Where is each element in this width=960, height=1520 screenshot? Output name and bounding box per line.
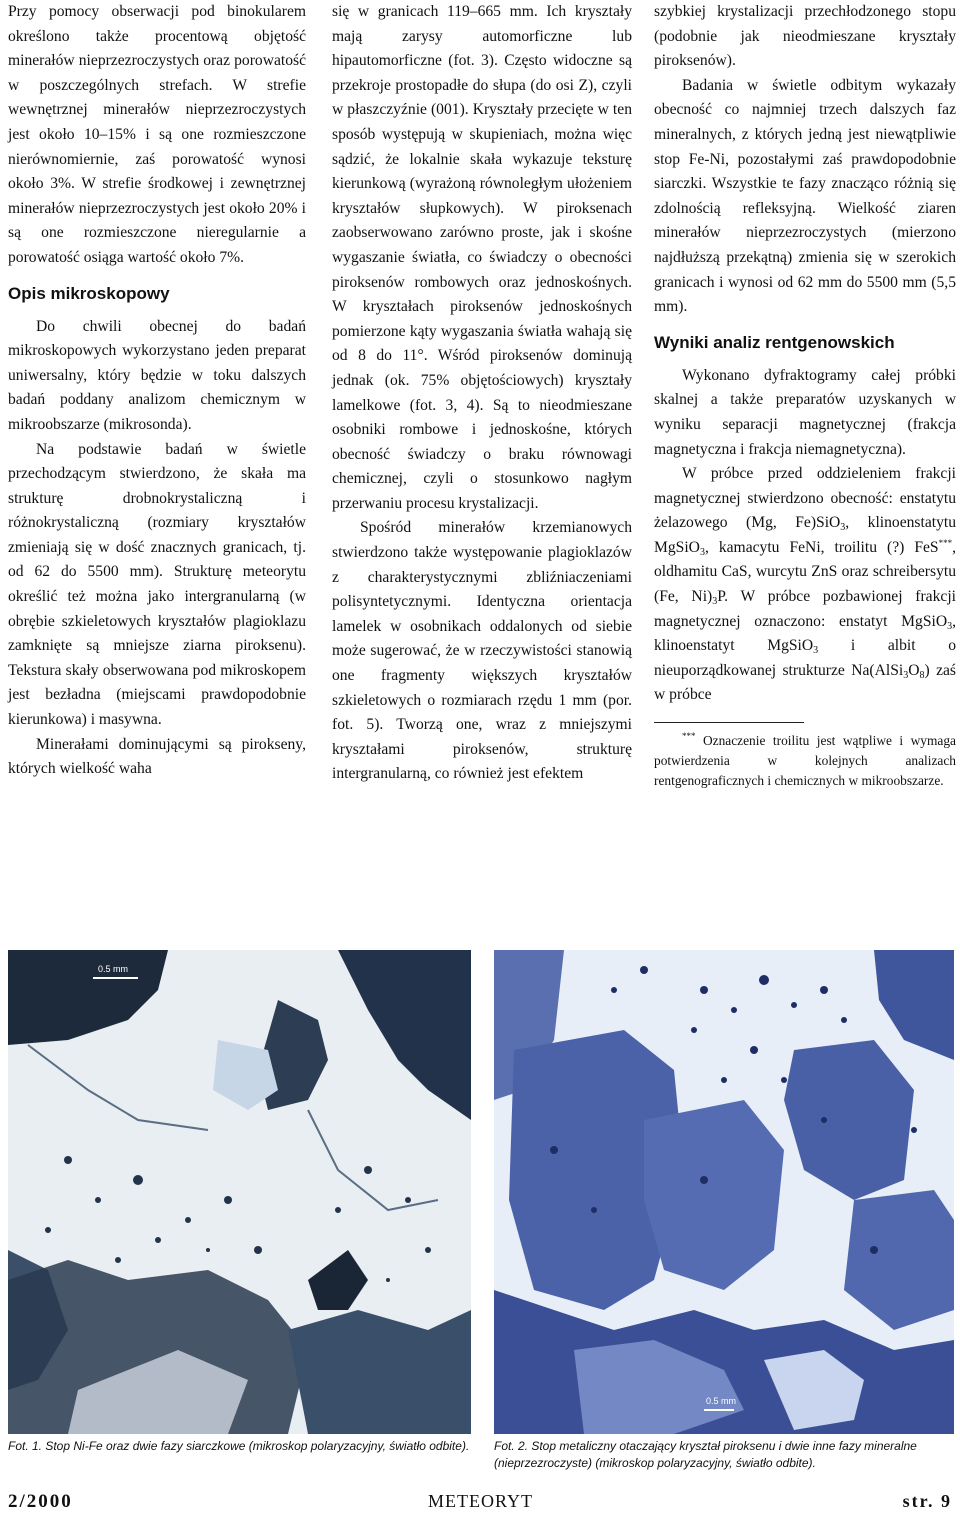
page-footer (8, 1491, 952, 1517)
column-3 (654, 0, 956, 791)
paragraph-with-formulas: W próbce przed oddzieleniem frakcji magnetycznej stwierdzono obecność: enstatytu żelazowego (Mg, Fe)SiO$_3$, klinoenstatytu MgSiO$_3$, kamacytu FeNi, troilitu (?) FeS***, oldhamitu CaS, wurcytu ZnS oraz schreibersytu (Fe, $Ni)_3P$. W próbce pozbawionej frakcji magnetycznej oznaczono: enstatyt MgSiO$_3$, klinoenstatyt MgSiO$_3$ i albit o nieuporządkowanej strukturze $Na(AlSi_3O_8)$ zaś w próbce (654, 465, 956, 704)
paragraph: się w granicach 119–665 mm. Ich kryształy mają zarysy automorficzne lub hipautomorficzne (fot. 3). Często widoczne są przekroje prostopadłe do słupa (do osi Z), czyli w płaszczyźnie (001). Kryształy przecięte w ten sposób występują w skupieniach, można więc sądzić, że lokalnie skała wykazuje teksturę kierunkową (wyrażoną równoległym ułożeniem kryształów słupkowych). W piroksenach zaobserwowano zarówno proste, jak i skośne wygaszanie światła, co świadczy o obecności piroksenów rombowych oraz jednoskośnych. W kryształach piroksenów jednoskośnych pomierzone kąty wygaszania światła wahają się od 8 do 11°. Wśród piroksenów dominują jednak (ok. 75% objętościowych) kryształy lamelkowe (fot. 3, 4). Są to nieodmieszane osobniki rombowe i jednoskośne, których obecność świadczy o braku równowagi chemicznej, czyli o stosunkowo nagłym przerwaniu procesu krystalizacji. (332, 3, 632, 512)
paragraph: Wykonano dyfraktogramy całej próbki skalnej a także preparatów uzyskanych w wyniku separacji magnetycznej (frakcja magnetyczna i frakcja niemagnetyczna). (654, 366, 956, 458)
photo-2-caption: Fot. 2. Stop metaliczny otaczający kryształ piroksenu i dwie inne fazy mineralne (nieprzezroczyste) (mikroskop polaryzacyjny, światło odbite). (494, 1439, 917, 1470)
paragraph: Do chwili obecnej do badań mikroskopowych wykorzystano jeden preparat uniwersalny, który będzie w toku dalszych badań poddany analizom chemicznym w mikroobszarze (mikrosonda). (8, 317, 306, 433)
page-number: str. 9 (902, 1491, 952, 1511)
micrograph-image (494, 950, 954, 1434)
column-2 (332, 0, 632, 787)
scale-bar-label: 0.5 mm (98, 964, 129, 974)
scale-bar-label: 0.5 mm (706, 1396, 737, 1406)
paragraph: Przy pomocy obserwacji pod binokularem określono także procentową objętość minerałów nieprzezroczystych oraz porowatość w poszczególnych strefach. W strefie wewnętrznej minerałów nieprzezroczystych jest około 10–15% i są one rozmieszczone nierównomiernie, zaś porowatość wynosi około 3%. W strefie środkowej i zewnętrznej minerałów nieprzezroczystych jest około 20% i są one rozmieszczone nieregularnie a porowatość osiąga wartość około 7%. (8, 3, 306, 266)
footnote: *** Oznaczenie troilitu jest wątpliwe i wymaga potwierdzenia w kolejnych analizach rentgenograficznych i chemicznych w mikroobszarze. (654, 731, 956, 789)
paragraph: Badania w świetle odbitym wykazały obecność co najmniej trzech dalszych faz mineralnych, z których jedną jest niewątpliwie stop Fe-Ni, pozostałymi zaś prawdopodobnie siarczki. Wszystkie te fazy znacząco różnią się zdolnością refleksyjną. Wielkość ziaren minerałów nieprzezroczystych (mierzono najdłuższą przekątną) zmienia się w szerokich granicach i wynosi od 62 mm do 5500 mm (5,5 mm). (654, 76, 956, 316)
photo-1-micrograph (8, 950, 471, 1434)
paragraph: szybkiej krystalizacji przechłodzonego stopu (podobnie jak nieodmieszane kryształy piroksenów). (654, 3, 956, 70)
photo-1-caption: Fot. 1. Stop Ni-Fe oraz dwie fazy siarczkowe (mikroskop polaryzacyjny, światło odbite). (8, 1439, 470, 1453)
section-heading: Wyniki analiz rentgenowskich (654, 332, 895, 352)
paragraph: Minerałami dominującymi są pirokseny, których wielkość waha (8, 735, 306, 778)
photo-2-micrograph (494, 950, 954, 1434)
footnote-divider (654, 722, 804, 723)
paragraph: Na podstawie badań w świetle przechodzącym stwierdzono, że skała ma strukturę drobnokrystaliczną i różnokrystaliczną (rozmiary kryształów zmieniają się w dość znacznych granicach, tj. od 62 do 5500 mm). Strukturę meteorytu określić też można jako intergranularną (w obrębie szkieletowych kryształów plagioklazu zamknięte są mniejsze ziarna piroksenu). Tekstura skały obserwowana pod mikroskopem jest bezładna (miejscami prawdopodobnie kierunkowa) i masywna. (8, 440, 306, 729)
issue-number: 2/2000 (8, 1491, 73, 1512)
column-1 (8, 0, 306, 782)
section-heading: Opis mikroskopowy (8, 283, 170, 303)
journal-title: METEORYT (428, 1491, 533, 1511)
micrograph-image (8, 950, 471, 1434)
paragraph: Spośród minerałów krzemianowych stwierdzono także występowanie plagioklazów z charakterystycznymi zbliźniaczeniami polisyntetycznymi. Identyczna orientacja lamelek w osobnikach oddalonych od siebie może sugerować, że w rzeczywistości stanowią one fragmenty większych kryształów szkieletowych o rozmiarach rzędu 1 mm (por. fot. 5). Tworzą one, wraz z mniejszymi kryształami piroksenów, strukturę intergranularną, co również jest efektem (332, 519, 632, 783)
